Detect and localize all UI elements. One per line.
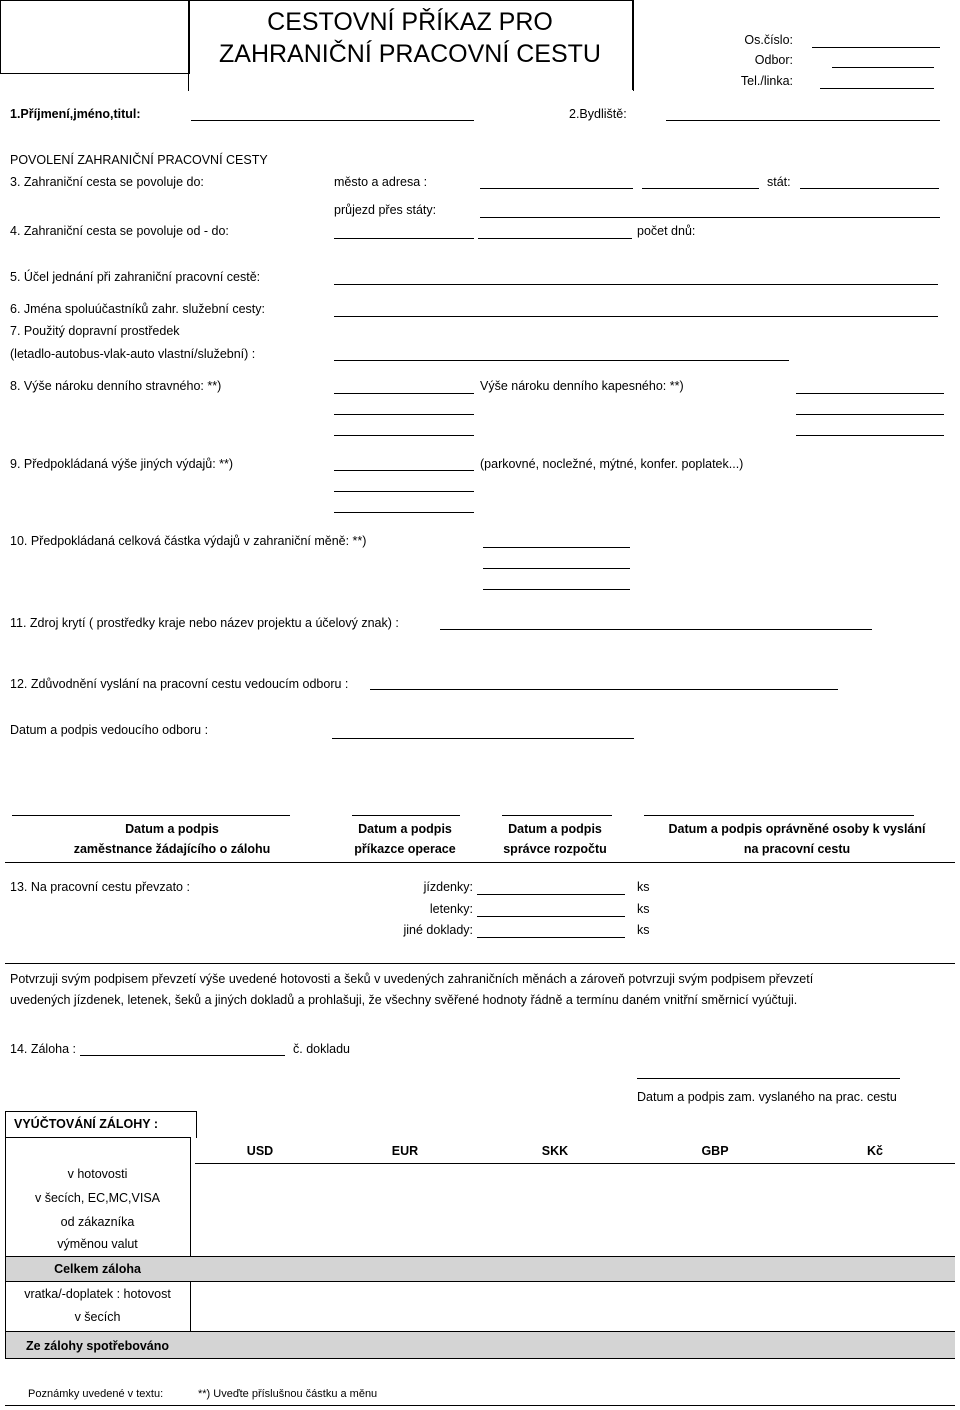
signature3-l2: správce rozpočtu	[503, 842, 607, 856]
table-row-vratka: vratka/-doplatek : hotovost	[24, 1287, 171, 1301]
tel-field[interactable]	[820, 88, 934, 89]
header-right-divider	[632, 0, 633, 90]
field5-label: 5. Účel jednání při zahraniční pracovní cestě:	[10, 270, 261, 284]
signature-line-2[interactable]	[352, 815, 460, 816]
stravne-input-2[interactable]	[334, 414, 474, 415]
currency-gbp: GBP	[701, 1144, 729, 1158]
field5-input[interactable]	[334, 284, 938, 285]
section-title: POVOLENÍ ZAHRANIČNÍ PRACOVNÍ CESTY	[10, 153, 268, 167]
field6-label: 6. Jména spoluúčastníků zahr. služební cesty:	[10, 302, 265, 316]
odbor-field[interactable]	[832, 67, 934, 68]
field12-input[interactable]	[370, 689, 838, 690]
signature2-l2: příkazce operace	[354, 842, 456, 856]
signature4-l2: na pracovní cestu	[743, 842, 851, 856]
datum-vedouci-input[interactable]	[332, 738, 634, 739]
jine-doklady-input[interactable]	[477, 937, 625, 938]
stat-label: stát:	[767, 175, 791, 189]
mesto-label: město a adresa :	[334, 175, 428, 189]
field7-input[interactable]	[334, 360, 789, 361]
stravne-input-1[interactable]	[334, 393, 474, 394]
signature2-l1: Datum a podpis	[358, 822, 452, 836]
kapesne-label: Výše nároku denního kapesného: **)	[480, 379, 684, 393]
datum-vedouci-label: Datum a podpis vedoucího odboru :	[10, 723, 209, 737]
field10-input-3[interactable]	[483, 589, 630, 590]
field4-do-input[interactable]	[478, 238, 632, 239]
field13-label: 13. Na pracovní cestu převzato :	[10, 880, 190, 894]
field4-label: 4. Zahraniční cesta se povoluje od - do:	[10, 224, 229, 238]
table-row-spotrebovano: Ze zálohy spotřebováno	[25, 1339, 170, 1353]
prujezd-label: průjezd přes státy:	[334, 203, 437, 217]
field9-input-3[interactable]	[334, 512, 474, 513]
table-row-celkem: Celkem záloha	[54, 1262, 141, 1276]
field10-label: 10. Předpokládaná celková částka výdajů v zahraniční měně: **)	[10, 534, 367, 548]
stat-input[interactable]	[800, 188, 939, 189]
field2-input[interactable]	[666, 120, 940, 121]
signature-line-4[interactable]	[644, 815, 914, 816]
potvrzuji-line1: Potvrzuji svým podpisem převzetí výše uvedené hotovosti a šeků v uvedených zahraničních měnách a zároveň potvrzuji svým podpisem převzetí	[10, 972, 814, 986]
currency-header-line	[195, 1163, 955, 1164]
poznamky-note: **) Uveďte příslušnou částku a měnu	[198, 1388, 378, 1400]
field14-label: 14. Záloha :	[10, 1042, 77, 1056]
field9-input-2[interactable]	[334, 491, 474, 492]
table-top-border	[5, 1137, 190, 1138]
field7-sublabel: (letadlo-autobus-vlak-auto vlastní/služební) :	[10, 347, 256, 361]
signature1-l1: Datum a podpis	[125, 822, 219, 836]
field2-label: 2.Bydliště:	[569, 107, 627, 121]
table-row-v-secich: v šecích	[74, 1310, 121, 1324]
field11-input[interactable]	[440, 629, 872, 630]
field11-label: 11. Zdroj krytí ( prostředky kraje nebo název projektu a účelový znak) :	[10, 616, 399, 630]
datum-zam-label: Datum a podpis zam. vyslaného na prac. cestu	[637, 1090, 897, 1104]
kapesne-input-1[interactable]	[796, 393, 944, 394]
field3-label: 3. Zahraniční cesta se povoluje do:	[10, 175, 204, 189]
table-row-hotovosti: v hotovosti	[67, 1167, 128, 1181]
letenky-label: letenky:	[429, 902, 473, 916]
celkem-bottom-line	[5, 1281, 955, 1282]
field12-label: 12. Zdůvodnění vyslání na pracovní cestu vedoucím odboru :	[10, 677, 349, 691]
table-bottom-line	[5, 1358, 955, 1359]
page-title-line2: ZAHRANIČNÍ PRACOVNÍ CESTU	[219, 40, 601, 68]
currency-usd: USD	[246, 1144, 274, 1158]
jizdenky-label: jízdenky:	[423, 880, 473, 894]
signature3-l1: Datum a podpis	[508, 822, 602, 836]
stravne-input-3[interactable]	[334, 435, 474, 436]
field9-label: 9. Předpokládaná výše jiných výdajů: **)	[10, 457, 234, 471]
mesto-input[interactable]	[480, 188, 633, 189]
datum-zam-input[interactable]	[637, 1078, 900, 1079]
field10-input-1[interactable]	[483, 547, 630, 548]
field4-od-input[interactable]	[334, 238, 474, 239]
currency-eur: EUR	[391, 1144, 419, 1158]
table-row-vymenou: výměnou valut	[57, 1237, 138, 1251]
divider-line	[5, 862, 955, 863]
prujezd-input[interactable]	[480, 217, 940, 218]
field9-note: (parkovné, nocležné, mýtné, konfer. poplatek...)	[480, 457, 744, 471]
signature-line-1[interactable]	[12, 815, 290, 816]
zaloha-input[interactable]	[80, 1055, 285, 1056]
tel-label: Tel./linka:	[740, 74, 793, 88]
header-left-box	[0, 0, 190, 74]
os-cislo-label: Os.číslo:	[744, 33, 793, 47]
letenky-unit: ks	[637, 902, 650, 916]
jine-doklady-label: jiné doklady:	[403, 923, 473, 937]
os-cislo-field[interactable]	[812, 47, 940, 48]
potvrzuji-line2: uvedených jízdenek, letenek, šeků a jiných dokladů a prohlašuji, že všechny svěřené hodnoty řádně a termínu daném vnitřní směrnicí vyúčtuji.	[10, 993, 798, 1007]
field7-label: 7. Použitý dopravní prostředek	[10, 324, 180, 338]
page-bottom-line	[5, 1405, 955, 1406]
signature-line-3[interactable]	[502, 815, 612, 816]
vyuctovani-title: VYÚČTOVÁNÍ ZÁLOHY :	[14, 1117, 158, 1131]
field10-input-2[interactable]	[483, 568, 630, 569]
field1-label: 1.Příjmení,jméno,titul:	[10, 107, 141, 121]
poznamky-label: Poznámky uvedené v textu:	[28, 1388, 164, 1400]
kapesne-input-2[interactable]	[796, 414, 944, 415]
jine-doklady-unit: ks	[637, 923, 650, 937]
signature4-l1: Datum a podpis oprávněné osoby k vyslání	[668, 822, 926, 836]
table-row-od-zakaznika: od zákazníka	[60, 1215, 135, 1229]
table-row-secich-ec: v šecích, EC,MC,VISA	[34, 1191, 161, 1205]
signature1-l2: zaměstnance žádajícího o zálohu	[73, 842, 271, 856]
currency-skk: SKK	[541, 1144, 569, 1158]
page-title-line1: CESTOVNÍ PŘÍKAZ PRO	[267, 8, 553, 36]
field6-input[interactable]	[334, 316, 938, 317]
letenky-input[interactable]	[477, 916, 625, 917]
field9-input-1[interactable]	[334, 470, 474, 471]
doklad-label: č. dokladu	[293, 1042, 350, 1056]
field8-label: 8. Výše nároku denního stravného: **)	[10, 379, 222, 393]
table-right-border	[190, 1137, 191, 1358]
jizdenky-input[interactable]	[477, 894, 625, 895]
mesto-input-2[interactable]	[642, 188, 759, 189]
pocet-dnu-label: počet dnů:	[637, 224, 696, 238]
odbor-label: Odbor:	[754, 53, 793, 67]
kapesne-input-3[interactable]	[796, 435, 944, 436]
jizdenky-unit: ks	[637, 880, 650, 894]
field1-input[interactable]	[191, 120, 474, 121]
currency-kc: Kč	[867, 1144, 883, 1158]
